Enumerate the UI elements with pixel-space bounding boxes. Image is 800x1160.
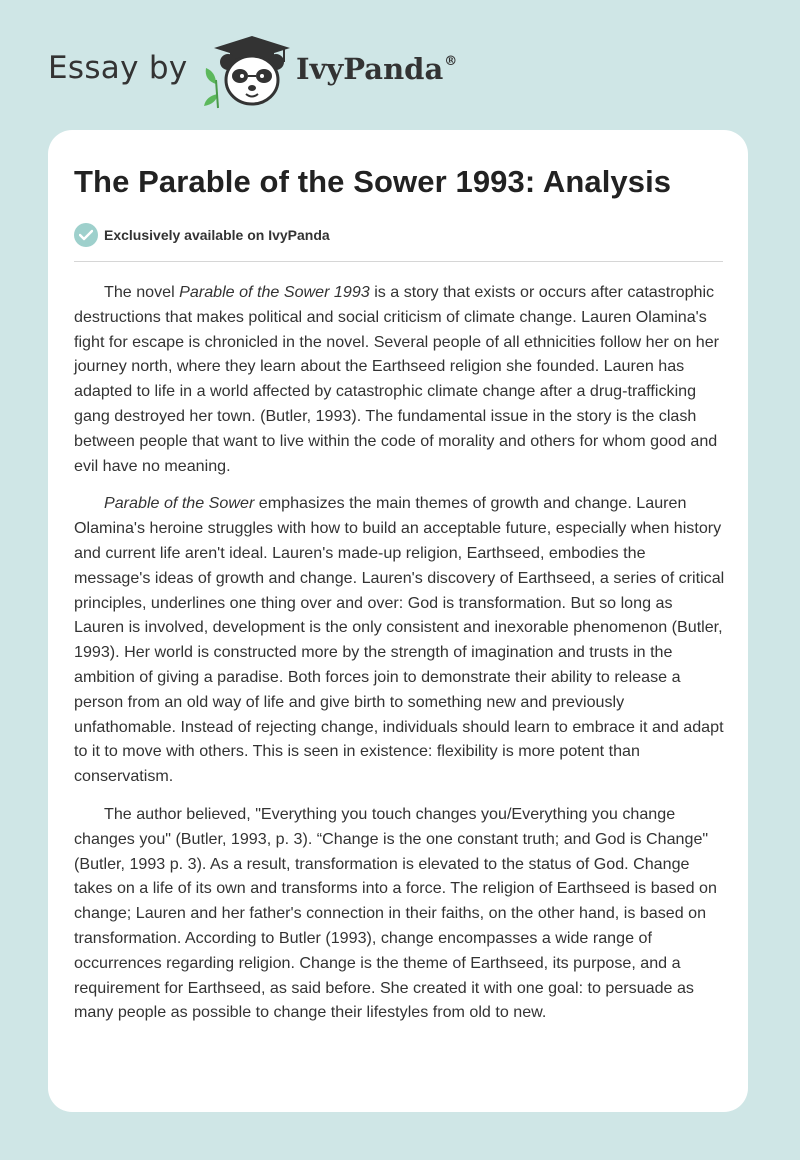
book-title: Parable of the Sower: [104, 494, 255, 513]
paragraph: The novel Parable of the Sower 1993 is a story that exists or occurs after catastrophic destructions that makes political and social criticism of climate change. Lauren Olamina's fight for escape is chronicled in the novel. Several people of all ethnicities follow her on her journey north, where they learn about the Earthseed religion she founded. Lauren has adapted to life in a world affected by catastrophic climate change after a drug-trafficking gang destroyed her town. (Butler, 1993). The fundamental issue in the story is the clash between people that want to live within the code of morality and others for whom good and evil have no meaning.: [74, 283, 720, 475]
panda-mascot-icon: [200, 34, 292, 110]
article-body: [74, 280, 726, 1038]
article-card: [48, 130, 748, 1112]
paragraph: The author believed, "Everything you touch changes you/Everything you change changes you" (Butler, 1993, p. 3). “Change is the one constant truth; and God is Change" (Butler, 1993 p. 3). As a result, transformation is elevated to the status of God. Change takes on a life of its own and transforms into a force. The religion of Earthseed is based on change; Lauren and her father's connection in their faiths, on the other hand, is based on transformation. According to Butler (1993), change encompasses a wide range of occurrences regarding religion. Change is the theme of Earthseed, its purpose, and a requirement for Earthseed, as said before. She created it with one goal: to persuade as many people as possible to change their lifestyles from old to new.: [74, 804, 717, 1022]
registered-mark: ®: [444, 54, 458, 69]
brand-name[interactable]: IvyPanda®: [296, 52, 458, 86]
exclusive-badge: [74, 222, 330, 248]
check-icon: [74, 223, 98, 247]
brand-prefix: Essay by: [48, 50, 188, 86]
divider: [74, 261, 723, 262]
site-header: [0, 0, 800, 130]
book-title: Parable of the Sower 1993: [179, 283, 370, 301]
exclusive-label: Exclusively available on IvyPanda: [104, 227, 330, 243]
page-title: The Parable of the Sower 1993: Analysis: [74, 164, 672, 199]
paragraph: Parable of the Sower emphasizes the main themes of growth and change. Lauren Olamina's heroine struggles with how to build an acceptable future, especially when history and current life aren't ideal. Lauren's made-up religion, Earthseed, embodies the message's ideas of growth and change. Lauren's discovery of Earthseed, a series of critical principles, underlines one thing over and over: God is transformation. But so long as Lauren is involved, development is the only consistent and inexorable phenomenon (Butler, 1993). Her world is constructed more by the strength of imagination and trusts in the ambition of giving a paradise. Both forces join to demonstrate their ability to release a person from an old way of life and give birth to something new and previously unfathomable. Instead of rejecting change, individuals should learn to embrace it and adapt to it to move with others. This is seen in existence: flexibility is more potent than conservatism.: [74, 494, 725, 786]
